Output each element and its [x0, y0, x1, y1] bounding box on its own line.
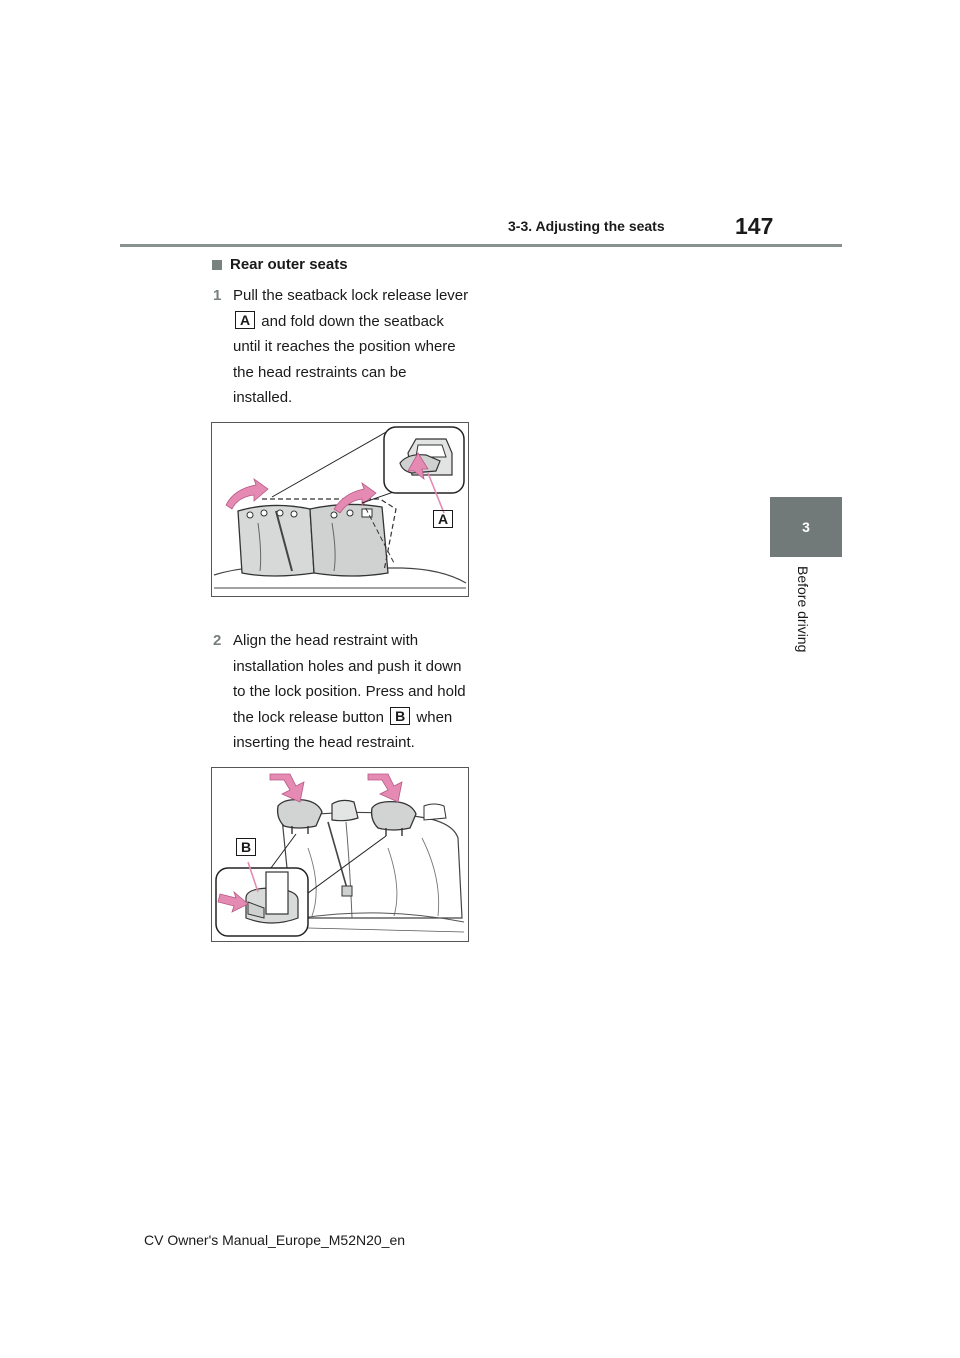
step-2: [213, 628, 473, 756]
chapter-title: Before driving: [795, 566, 811, 653]
square-bullet-icon: [212, 260, 222, 270]
step-text: [233, 628, 473, 756]
step-text: [233, 283, 469, 411]
section-heading-text: Rear outer seats: [230, 256, 348, 273]
page-number: 147: [735, 213, 774, 239]
figure-seatback-fold: [211, 422, 469, 597]
step-text-after: when inserting the head restraint.: [233, 708, 453, 751]
step-1: [213, 283, 469, 411]
step-number: 1: [213, 287, 222, 304]
chapter-number: 3: [802, 519, 810, 535]
chapter-tab[interactable]: [770, 497, 842, 557]
callout-label-b: B: [390, 707, 410, 725]
figure-callout-a: A: [433, 510, 453, 528]
callout-label-a: A: [235, 311, 255, 329]
step-text-after: and fold down the seatback until it reaches the position where the head restraints can be installed.: [233, 312, 456, 406]
figure-head-restraint-install: [211, 767, 469, 942]
seatback-fold-illustration: [212, 423, 468, 596]
step-text-before: Pull the seatback lock release lever: [233, 287, 469, 304]
section-heading: [212, 256, 348, 273]
figure-callout-b: B: [236, 838, 256, 856]
footer-document-id: CV Owner's Manual_Europe_M52N20_en: [144, 1232, 406, 1248]
header-section-title: 3-3. Adjusting the seats: [508, 218, 665, 234]
step-number: 2: [213, 632, 222, 649]
header-rule: [120, 244, 842, 247]
step-text-before: Align the head restraint with installation holes and push it down to the lock position. Press and hold the lock release button: [233, 632, 466, 726]
